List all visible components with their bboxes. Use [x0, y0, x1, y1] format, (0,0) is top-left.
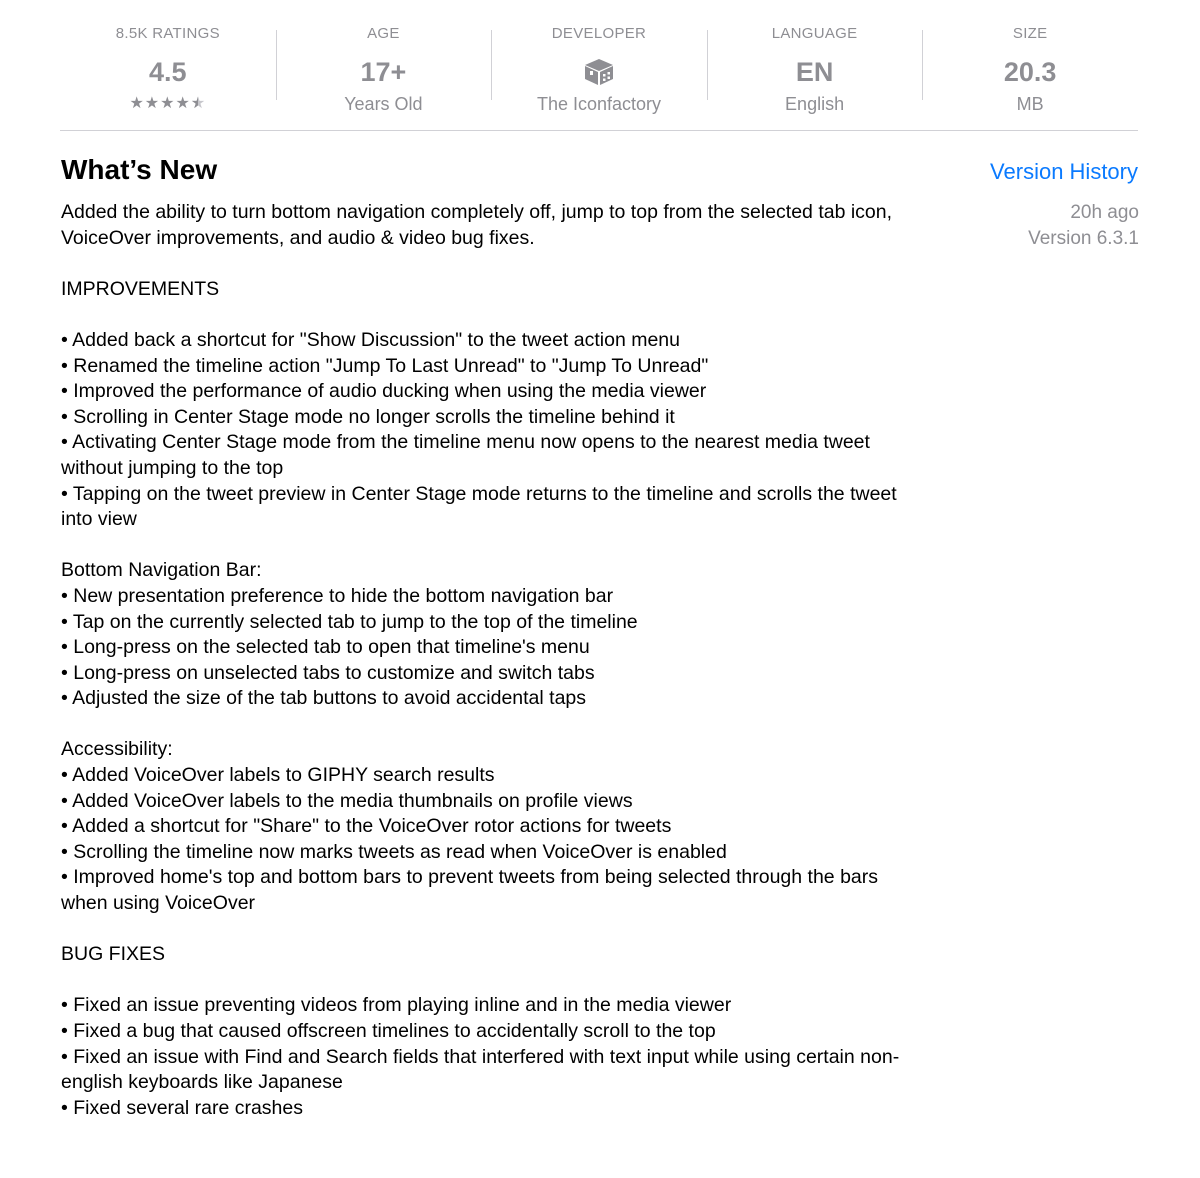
release-date: 20h ago — [1070, 202, 1139, 223]
language-sub: English — [785, 94, 845, 114]
release-note-item: • Long-press on the selected tab to open that timeline's menu — [61, 636, 590, 659]
release-note-text: Accessibility: — [61, 738, 173, 761]
release-note-item: • Tap on the currently selected tab to jump to the top of the timeline — [61, 610, 638, 633]
size-label: SIZE — [1012, 25, 1048, 42]
language-info — [707, 22, 923, 118]
developer-name: The Iconfactory — [536, 94, 662, 114]
rating-value: 4.5 — [149, 57, 187, 87]
release-note-item: • Scrolling the timeline now marks tweets as read when VoiceOver is enabled — [61, 840, 727, 863]
release-note-item: • Fixed an issue preventing videos from playing inline and in the media viewer — [61, 994, 732, 1017]
release-note-item: • Renamed the timeline action "Jump To Last Unread" to "Jump To Unread" — [61, 354, 709, 377]
version-history-link[interactable]: Version History — [990, 159, 1138, 184]
whats-new-title: What’s New — [61, 154, 218, 185]
paragraph-spacer — [61, 302, 906, 328]
size-info — [922, 22, 1138, 118]
release-note-text: IMPROVEMENTS — [61, 277, 220, 300]
release-note-item: • Activating Center Stage mode from the timeline menu now opens to the nearest media tweet without jumping to the top — [61, 431, 876, 479]
release-note-item: • Improved home's top and bottom bars to prevent tweets from being selected through the bars when using VoiceOver — [61, 866, 884, 915]
ratings-info[interactable] — [60, 22, 276, 118]
release-note-item: • Added VoiceOver labels to the media thumbnails on profile views — [61, 789, 633, 812]
age-sub: Years Old — [344, 94, 423, 114]
paragraph-spacer — [61, 533, 906, 559]
star-icon: ★ — [160, 95, 176, 112]
size-unit: MB — [1016, 94, 1044, 114]
size-value: 20.3 — [1003, 57, 1057, 87]
release-note-item: • Long-press on unselected tabs to customize and switch tabs — [61, 661, 595, 684]
release-note-item: • Fixed a bug that caused offscreen timelines to accidentally scroll to the top — [61, 1020, 716, 1042]
release-note-item: • Fixed several rare crashes — [61, 1096, 303, 1119]
release-note-item: • Added a shortcut for "Share" to the VoiceOver rotor actions for tweets — [61, 815, 672, 838]
section-divider — [60, 130, 1138, 131]
star-icon: ★ — [175, 95, 191, 112]
release-note-text: BUG FIXES — [61, 943, 166, 966]
ratings-label: 8.5K RATINGS — [115, 25, 220, 42]
half-star-icon: ★ ★ — [191, 93, 206, 115]
paragraph-spacer — [61, 251, 906, 277]
version-meta — [1028, 200, 1139, 251]
age-value: 17+ — [360, 57, 407, 87]
release-note-text: Added the ability to turn bottom navigation completely off, jump to top from the selected tab icon, VoiceOver improvements, and audio & video bug fixes. — [61, 201, 898, 249]
release-note-item: • New presentation preference to hide the bottom navigation bar — [61, 584, 614, 607]
release-note-item: • Added back a shortcut for "Show Discussion" to the tweet action menu — [61, 328, 681, 351]
developer-label: DEVELOPER — [551, 25, 647, 42]
developer-info[interactable] — [491, 22, 707, 118]
release-notes — [61, 200, 906, 1121]
version-number: Version 6.3.1 — [1028, 227, 1139, 249]
release-note-item: • Scrolling in Center Stage mode no longer scrolls the timeline behind it — [61, 405, 675, 428]
release-note-item: • Fixed an issue with Find and Search fields that interfered with text input while using certain non-english keyboards like Japanese — [61, 1045, 900, 1094]
release-note-item: • Improved the performance of audio ducking when using the media viewer — [61, 380, 707, 403]
developer-icon — [579, 52, 619, 92]
release-note-item: • Added VoiceOver labels to GIPHY search results — [61, 764, 495, 787]
age-label: AGE — [367, 25, 400, 42]
language-label: LANGUAGE — [771, 25, 858, 42]
paragraph-spacer — [61, 917, 906, 943]
release-note-text: Bottom Navigation Bar: — [61, 559, 262, 582]
release-note-item: • Tapping on the tweet preview in Center Stage mode returns to the timeline and scrolls the tweet into view — [61, 482, 903, 531]
rating-stars — [129, 93, 206, 115]
release-note-item: • Adjusted the size of the tab buttons to avoid accidental taps — [61, 687, 587, 710]
age-info — [276, 22, 492, 118]
paragraph-spacer — [61, 712, 906, 738]
star-icon: ★ — [144, 95, 161, 112]
app-info-strip — [60, 22, 1138, 118]
star-icon: ★ — [129, 95, 145, 112]
paragraph-spacer — [61, 968, 906, 994]
language-value: EN — [795, 57, 834, 87]
